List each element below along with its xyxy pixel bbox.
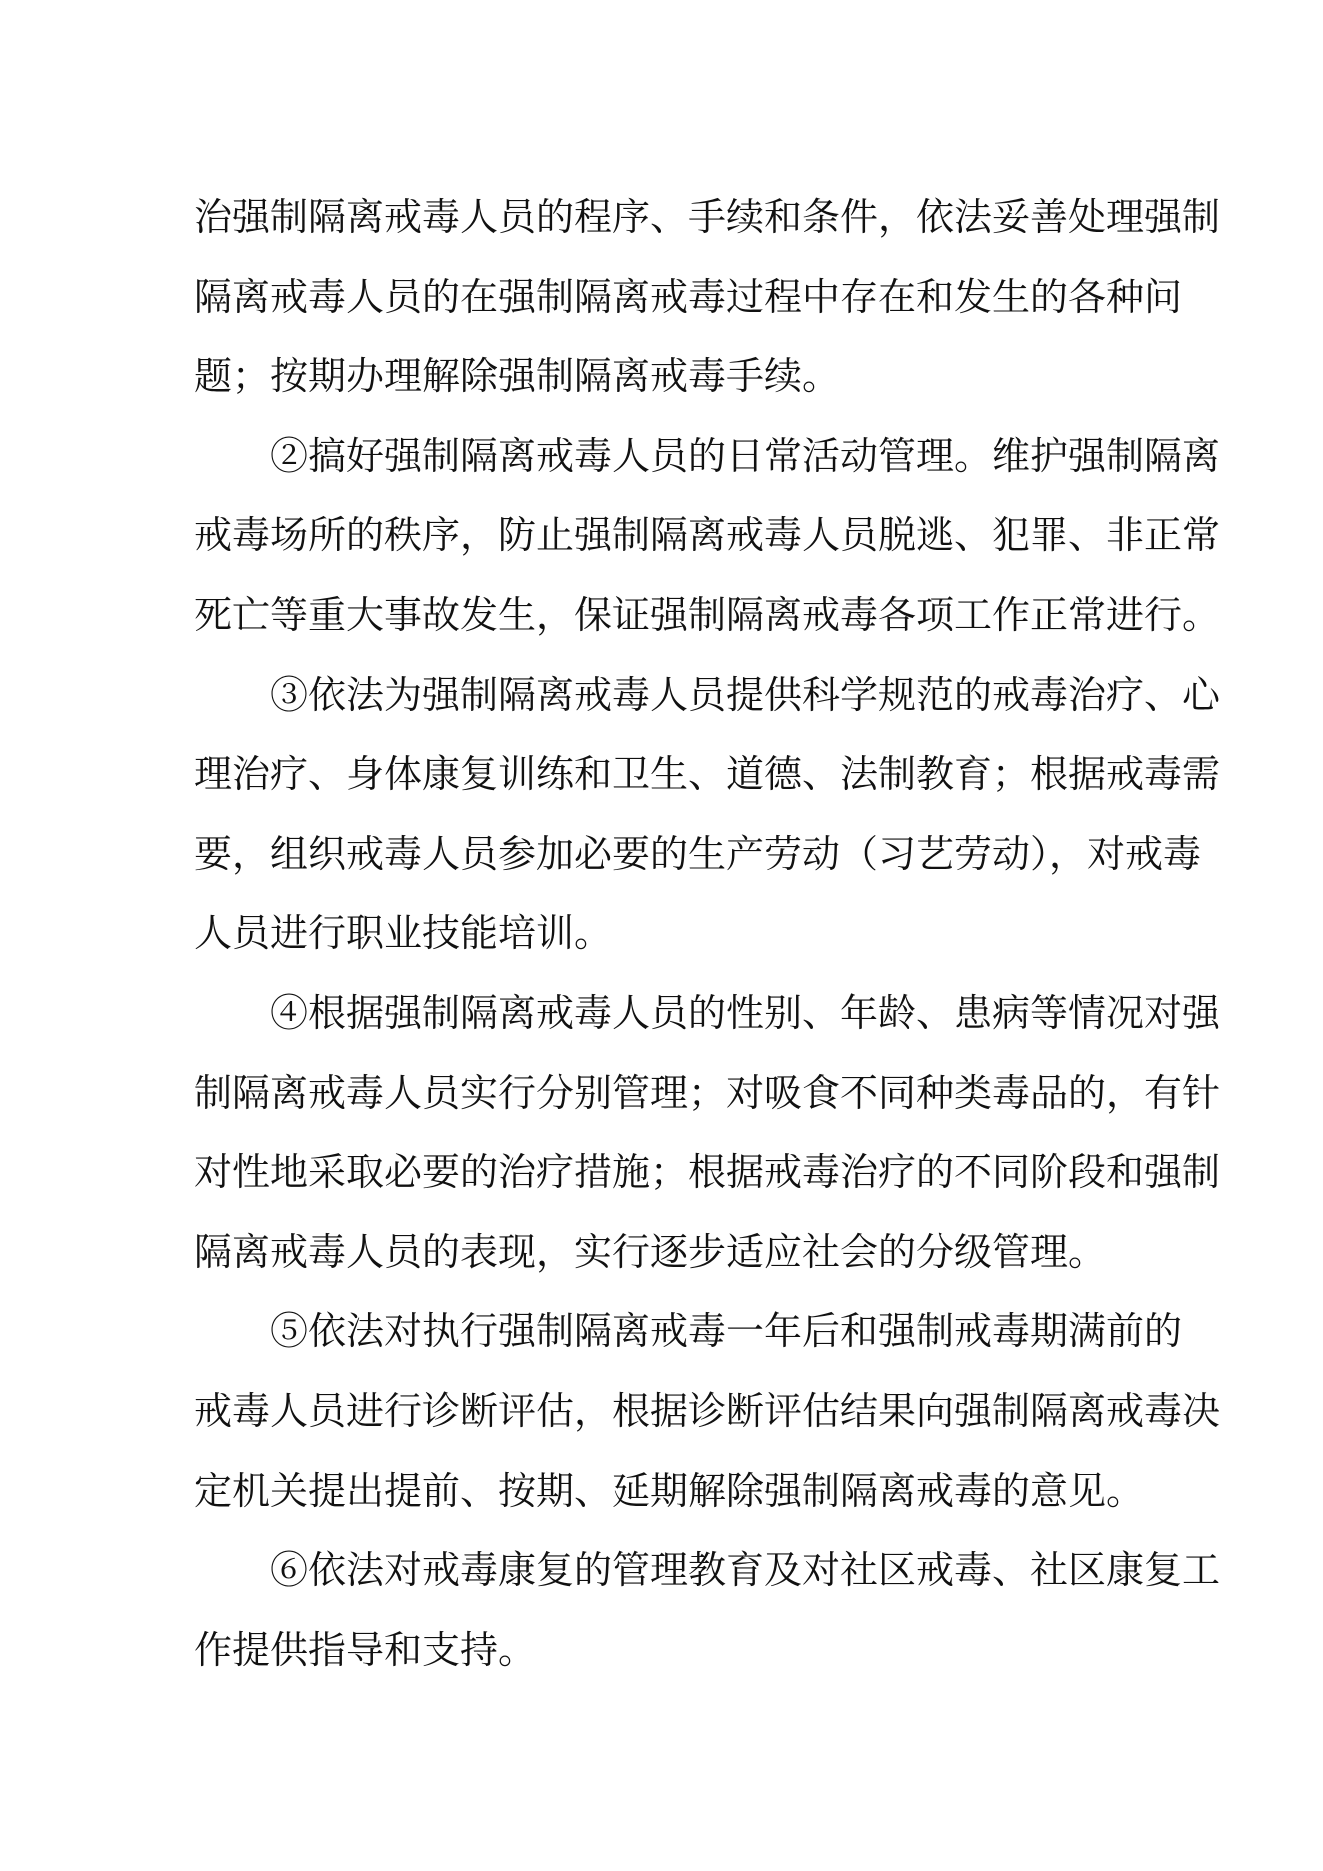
- text-line: 题；按期办理解除强制隔离戒毒手续。: [194, 354, 841, 399]
- text-line: 对性地采取必要的治疗措施；根据戒毒治疗的不同阶段和强制: [194, 1150, 1221, 1195]
- text-line: 人员进行职业技能培训。: [194, 911, 613, 956]
- text-line: ②搞好强制隔离戒毒人员的日常活动管理。维护强制隔离: [270, 433, 1221, 478]
- paragraph-item-3: [194, 656, 1221, 974]
- paragraph-item-4: [194, 974, 1221, 1292]
- text-line: ③依法为强制隔离戒毒人员提供科学规范的戒毒治疗、心: [270, 672, 1221, 717]
- text-line: 死亡等重大事故发生，保证强制隔离戒毒各项工作正常进行。: [194, 592, 1221, 637]
- text-line: 要，组织戒毒人员参加必要的生产劳动（习艺劳动），对戒毒: [194, 831, 1202, 876]
- text-line: 治强制隔离戒毒人员的程序、手续和条件，依法妥善处理强制: [194, 195, 1221, 239]
- paragraph-item-6: [194, 1531, 1221, 1690]
- paragraph-continuation: [194, 178, 1221, 417]
- text-line: 隔离戒毒人员的在强制隔离戒毒过程中存在和发生的各种问: [194, 274, 1183, 319]
- text-line: 隔离戒毒人员的表现，实行逐步适应社会的分级管理。: [194, 1229, 1107, 1274]
- text-line: 戒毒人员进行诊断评估，根据诊断评估结果向强制隔离戒毒决: [194, 1388, 1221, 1433]
- text-line: 定机关提出提前、按期、延期解除强制隔离戒毒的意见。: [194, 1468, 1145, 1513]
- text-line: ⑥依法对戒毒康复的管理教育及对社区戒毒、社区康复工: [270, 1548, 1221, 1593]
- paragraph-item-5: [194, 1292, 1221, 1531]
- text-line: ⑤依法对执行强制隔离戒毒一年后和强制戒毒期满前的: [270, 1309, 1183, 1354]
- text-line: 作提供指导和支持。: [194, 1627, 537, 1672]
- document-body: [194, 178, 1221, 1690]
- text-line: ④根据强制隔离戒毒人员的性别、年龄、患病等情况对强: [270, 990, 1221, 1035]
- text-line: 理治疗、身体康复训练和卫生、道德、法制教育；根据戒毒需: [194, 752, 1221, 797]
- paragraph-item-2: [194, 417, 1221, 656]
- text-line: 制隔离戒毒人员实行分别管理；对吸食不同种类毒品的，有针: [194, 1070, 1221, 1115]
- text-line: 戒毒场所的秩序，防止强制隔离戒毒人员脱逃、犯罪、非正常: [194, 513, 1221, 558]
